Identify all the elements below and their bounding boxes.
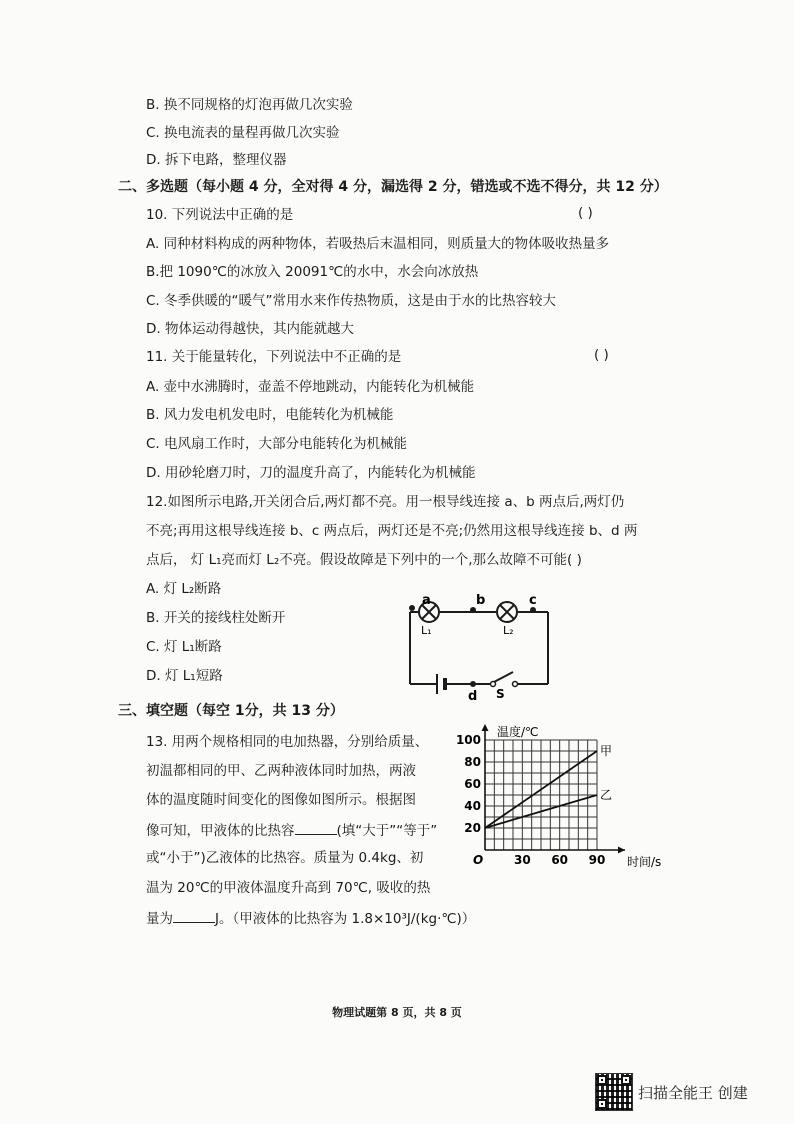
q10-option-c: C. 冬季供暖的“暖气”常用水来作传热物质，这是由于水的比热容较大 xyxy=(146,293,556,309)
q13-stem-line3: 体的温度随时间变化的图像如图所示。根据图 xyxy=(146,792,416,808)
q12-option-b: B. 开关的接线柱处断开 xyxy=(146,610,286,626)
graph-grid xyxy=(485,740,597,850)
graph-series-label: 乙 xyxy=(600,788,613,802)
graph-y-tick-label: 80 xyxy=(464,755,481,769)
qr-code-icon xyxy=(595,1073,633,1111)
q13-stem-line4 xyxy=(146,820,437,840)
q13-blank-2[interactable] xyxy=(173,908,215,923)
q13-line4-after-blank: (填“大于”“等于” xyxy=(336,823,438,839)
circuit-label-d: d xyxy=(468,689,478,704)
switch-blade-icon xyxy=(494,672,513,682)
circuit-label-l2: L₂ xyxy=(503,624,514,637)
circuit-label-s: S xyxy=(496,687,505,701)
q12-stem-line2: 不亮;再用这根导线连接 b、c 两点后，两灯还是不亮;仍然用这根导线连接 b、d 两 xyxy=(146,523,638,539)
q11-stem: 11. 关于能量转化，下列说法中不正确的是 xyxy=(146,349,402,365)
q9-option-d: D. 拆下电路，整理仪器 xyxy=(146,152,287,168)
q13-line7-after-blank: J。（甲液体的比热容为 1.8×10³J/(kg·℃)） xyxy=(215,911,476,927)
graph-origin-label: O xyxy=(473,853,484,867)
circuit-label-a: a xyxy=(422,593,431,608)
page-footer: 物理试题第 8 页，共 8 页 xyxy=(332,1006,462,1019)
q11-option-d: D. 用砂轮磨刀时，刀的温度升高了，内能转化为机械能 xyxy=(146,465,476,481)
graph-x-axis-label: 时间/s xyxy=(627,855,662,869)
switch-contact-right-icon xyxy=(513,682,518,687)
point-d-dot xyxy=(470,681,476,687)
circuit-label-b: b xyxy=(476,593,486,608)
section-multiple-choice-title: 二、多选题（每小题 4 分，全对得 4 分，漏选得 2 分，错选或不选不得分，共 12 分） xyxy=(118,179,668,195)
graph-series-label: 甲 xyxy=(600,744,613,758)
graph-x-tick-label: 90 xyxy=(588,853,606,867)
q13-stem-line2: 初温都相同的甲、乙两种液体同时加热，两液 xyxy=(146,763,416,779)
circuit-diagram xyxy=(405,590,560,702)
circuit-label-l1: L₁ xyxy=(421,624,432,637)
graph-x-tick-label: 30 xyxy=(513,853,531,867)
q9-option-c: C. 换电流表的量程再做几次实验 xyxy=(146,125,340,141)
section-fill-blank-title: 三、填空题（每空 1分，共 13 分） xyxy=(118,703,344,719)
graph-y-axis-arrow-icon xyxy=(482,724,489,731)
q11-option-a: A. 壶中水沸腾时，壶盖不停地跳动，内能转化为机械能 xyxy=(146,379,475,395)
q13-line7-before-blank: 量为 xyxy=(146,911,173,927)
q10-answer-paren: ( ) xyxy=(578,205,593,221)
scanner-watermark: 扫描全能王 创建 xyxy=(638,1084,748,1102)
q12-option-c: C. 灯 L₁断路 xyxy=(146,639,222,655)
circuit-label-c: c xyxy=(529,593,537,608)
q12-stem-line1: 12.如图所示电路,开关闭合后,两灯都不亮。用一根导线连接 a、b 两点后,两灯仍 xyxy=(146,494,625,510)
q13-stem-line7 xyxy=(146,908,475,928)
q10-option-d: D. 物体运动得越快，其内能就越大 xyxy=(146,321,354,337)
graph-y-tick-label: 40 xyxy=(464,799,481,813)
q13-line4-before-blank: 像可知，甲液体的比热容 xyxy=(146,823,295,839)
graph-y-tick-label: 20 xyxy=(464,821,481,835)
graph-y-tick-label: 100 xyxy=(455,733,481,747)
point-a-dot xyxy=(409,605,415,611)
q12-stem-line3: 点后， 灯 L₁亮而灯 L₂不亮。假设故障是下列中的一个,那么故障不可能( ) xyxy=(146,552,582,568)
q13-stem-line6: 温为 20℃的甲液体温度升高到 70℃, 吸收的热 xyxy=(146,880,431,896)
q9-option-b: B. 换不同规格的灯泡再做几次实验 xyxy=(146,97,353,113)
q10-option-b: B.把 1090℃的冰放入 20091℃的水中，水会向冰放热 xyxy=(146,264,479,280)
graph-y-axis-label: 温度/℃ xyxy=(497,725,539,739)
graph-y-tick-label: 60 xyxy=(464,777,481,791)
q10-option-a: A. 同种材料构成的两种物体，若吸热后末温相同，则质量大的物体吸收热量多 xyxy=(146,236,610,252)
q10-stem: 10. 下列说法中正确的是 xyxy=(146,207,294,223)
q13-stem-line1: 13. 用两个规格相同的电加热器，分别给质量、 xyxy=(146,734,429,750)
q11-option-c: C. 电风扇工作时，大部分电能转化为机械能 xyxy=(146,436,408,452)
q11-option-b: B. 风力发电机发电时，电能转化为机械能 xyxy=(146,407,394,423)
q11-answer-paren: ( ) xyxy=(594,347,609,363)
q12-option-d: D. 灯 L₁短路 xyxy=(146,668,223,684)
q12-option-a: A. 灯 L₂断路 xyxy=(146,581,222,597)
q13-blank-1[interactable] xyxy=(295,820,337,835)
switch-contact-left-icon xyxy=(491,682,496,687)
graph-x-tick-label: 60 xyxy=(551,853,569,867)
temperature-time-graph xyxy=(455,718,685,898)
q13-stem-line5: 或“小于”)乙液体的比热容。质量为 0.4kg、初 xyxy=(146,850,424,866)
graph-x-axis-arrow-icon xyxy=(618,847,625,854)
